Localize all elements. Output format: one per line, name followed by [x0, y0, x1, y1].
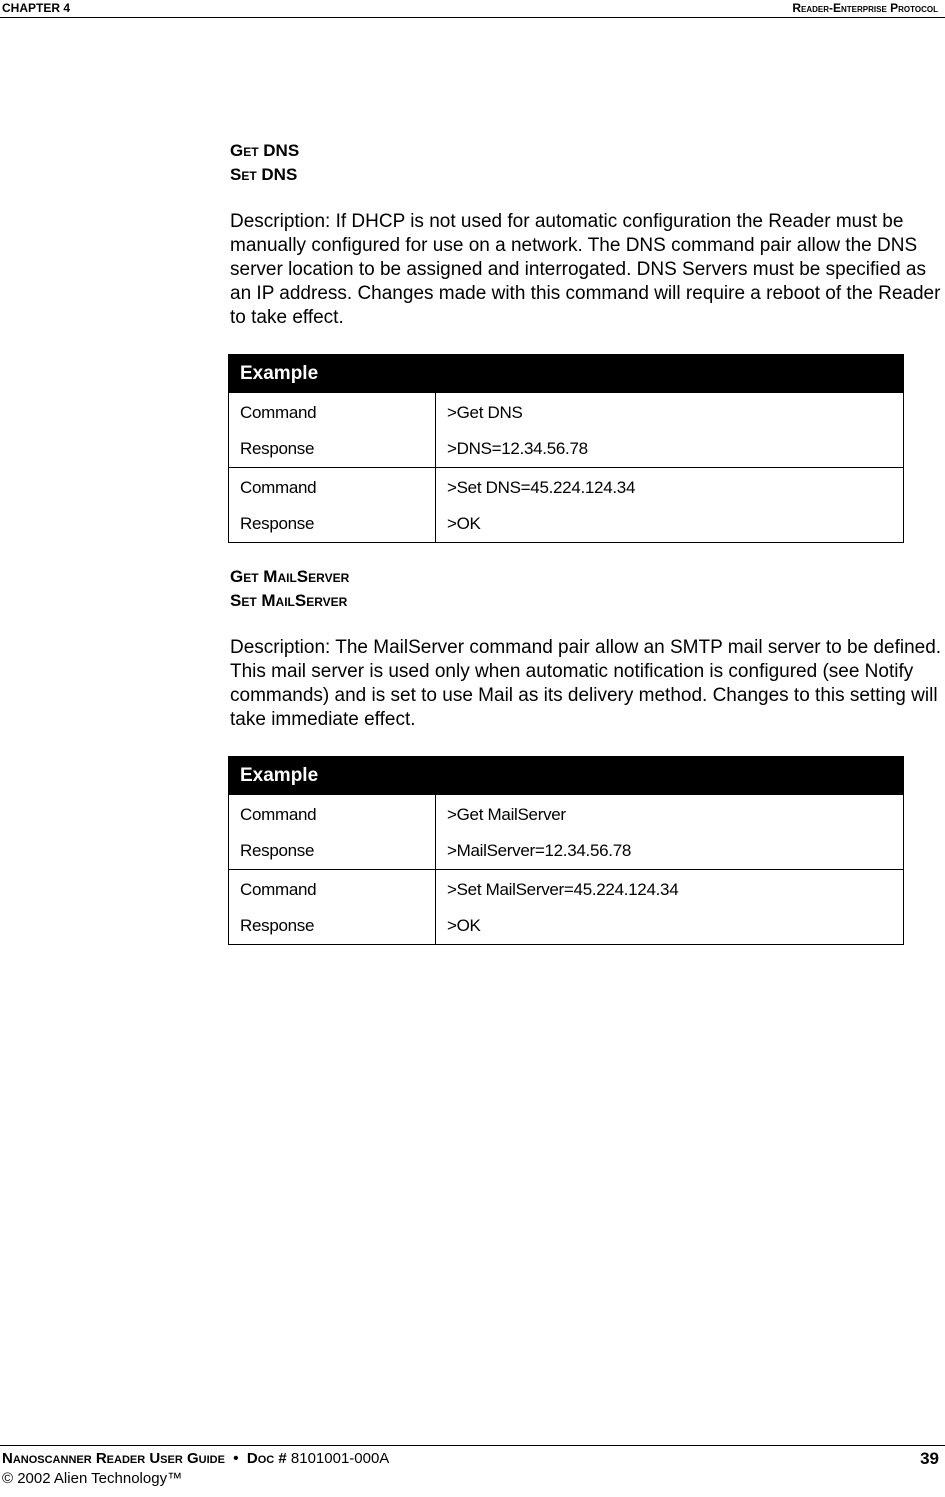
- table-row: [229, 870, 904, 909]
- row-value: >Get MailServer: [447, 805, 566, 824]
- table-row: [229, 908, 904, 945]
- mailserver-title-get: Get MailServer: [230, 567, 350, 586]
- dns-title-get: Get DNS: [230, 141, 300, 160]
- row-value: >OK: [447, 916, 481, 935]
- bullet-separator: •: [233, 1450, 239, 1467]
- mailserver-title-set: Set MailServer: [230, 591, 348, 610]
- footer-doc-line: [2, 1450, 389, 1467]
- table-row: [229, 431, 904, 468]
- row-label: Response: [229, 506, 436, 543]
- table-row: [229, 833, 904, 870]
- dns-example-header: Example: [229, 355, 436, 394]
- dns-example-table: [228, 354, 904, 543]
- guide-title: Nanoscanner Reader User Guide: [2, 1450, 225, 1467]
- row-value: >OK: [447, 514, 481, 533]
- row-label: Command: [229, 795, 436, 833]
- mailserver-description: Description: The MailServer command pair allow an SMTP mail server to be defined. This mail server is used only when automatic notification is configured (see Notify commands) and is set to use Mail as its delivery method. Changes to this setting will take immediate effect.: [230, 637, 942, 730]
- table-row: [229, 393, 904, 431]
- row-value: >Set DNS=45.224.124.34: [447, 478, 636, 497]
- page-number: 39: [920, 1449, 939, 1468]
- row-value: >Set MailServer=45.224.124.34: [447, 880, 679, 899]
- row-value: >DNS=12.34.56.78: [436, 431, 904, 468]
- row-value: >MailServer=12.34.56.78: [436, 833, 904, 870]
- table-row: [229, 795, 904, 833]
- page-footer: [0, 1445, 945, 1487]
- doc-label: Doc #: [246, 1450, 287, 1467]
- row-label: Response: [229, 431, 436, 468]
- table-row: [229, 506, 904, 543]
- row-value: >Get DNS: [447, 403, 523, 422]
- page-header: [0, 0, 945, 18]
- table-row: [229, 468, 904, 507]
- copyright: © 2002 Alien Technology™: [2, 1470, 183, 1487]
- row-label: Command: [229, 393, 436, 431]
- doc-number: 8101001-000A: [290, 1450, 390, 1467]
- row-label: Response: [229, 833, 436, 870]
- dns-title-set: Set DNS: [230, 165, 298, 184]
- mailserver-example-table: [228, 756, 904, 945]
- row-label: Command: [229, 468, 436, 507]
- chapter-label: CHAPTER 4: [2, 1, 71, 15]
- dns-description: Description: If DHCP is not used for automatic configuration the Reader must be manually configured for use on a network. The DNS command pair allow the DNS server location to be assigned and interrogated. DNS Servers must be specified as an IP address. Changes made with this command will require a reboot of the Reader to take effect.: [230, 211, 941, 328]
- mailserver-example-header: Example: [229, 757, 436, 796]
- section-label: Reader-Enterprise Protocol: [792, 1, 938, 15]
- row-label: Response: [229, 908, 436, 945]
- row-label: Command: [229, 870, 436, 909]
